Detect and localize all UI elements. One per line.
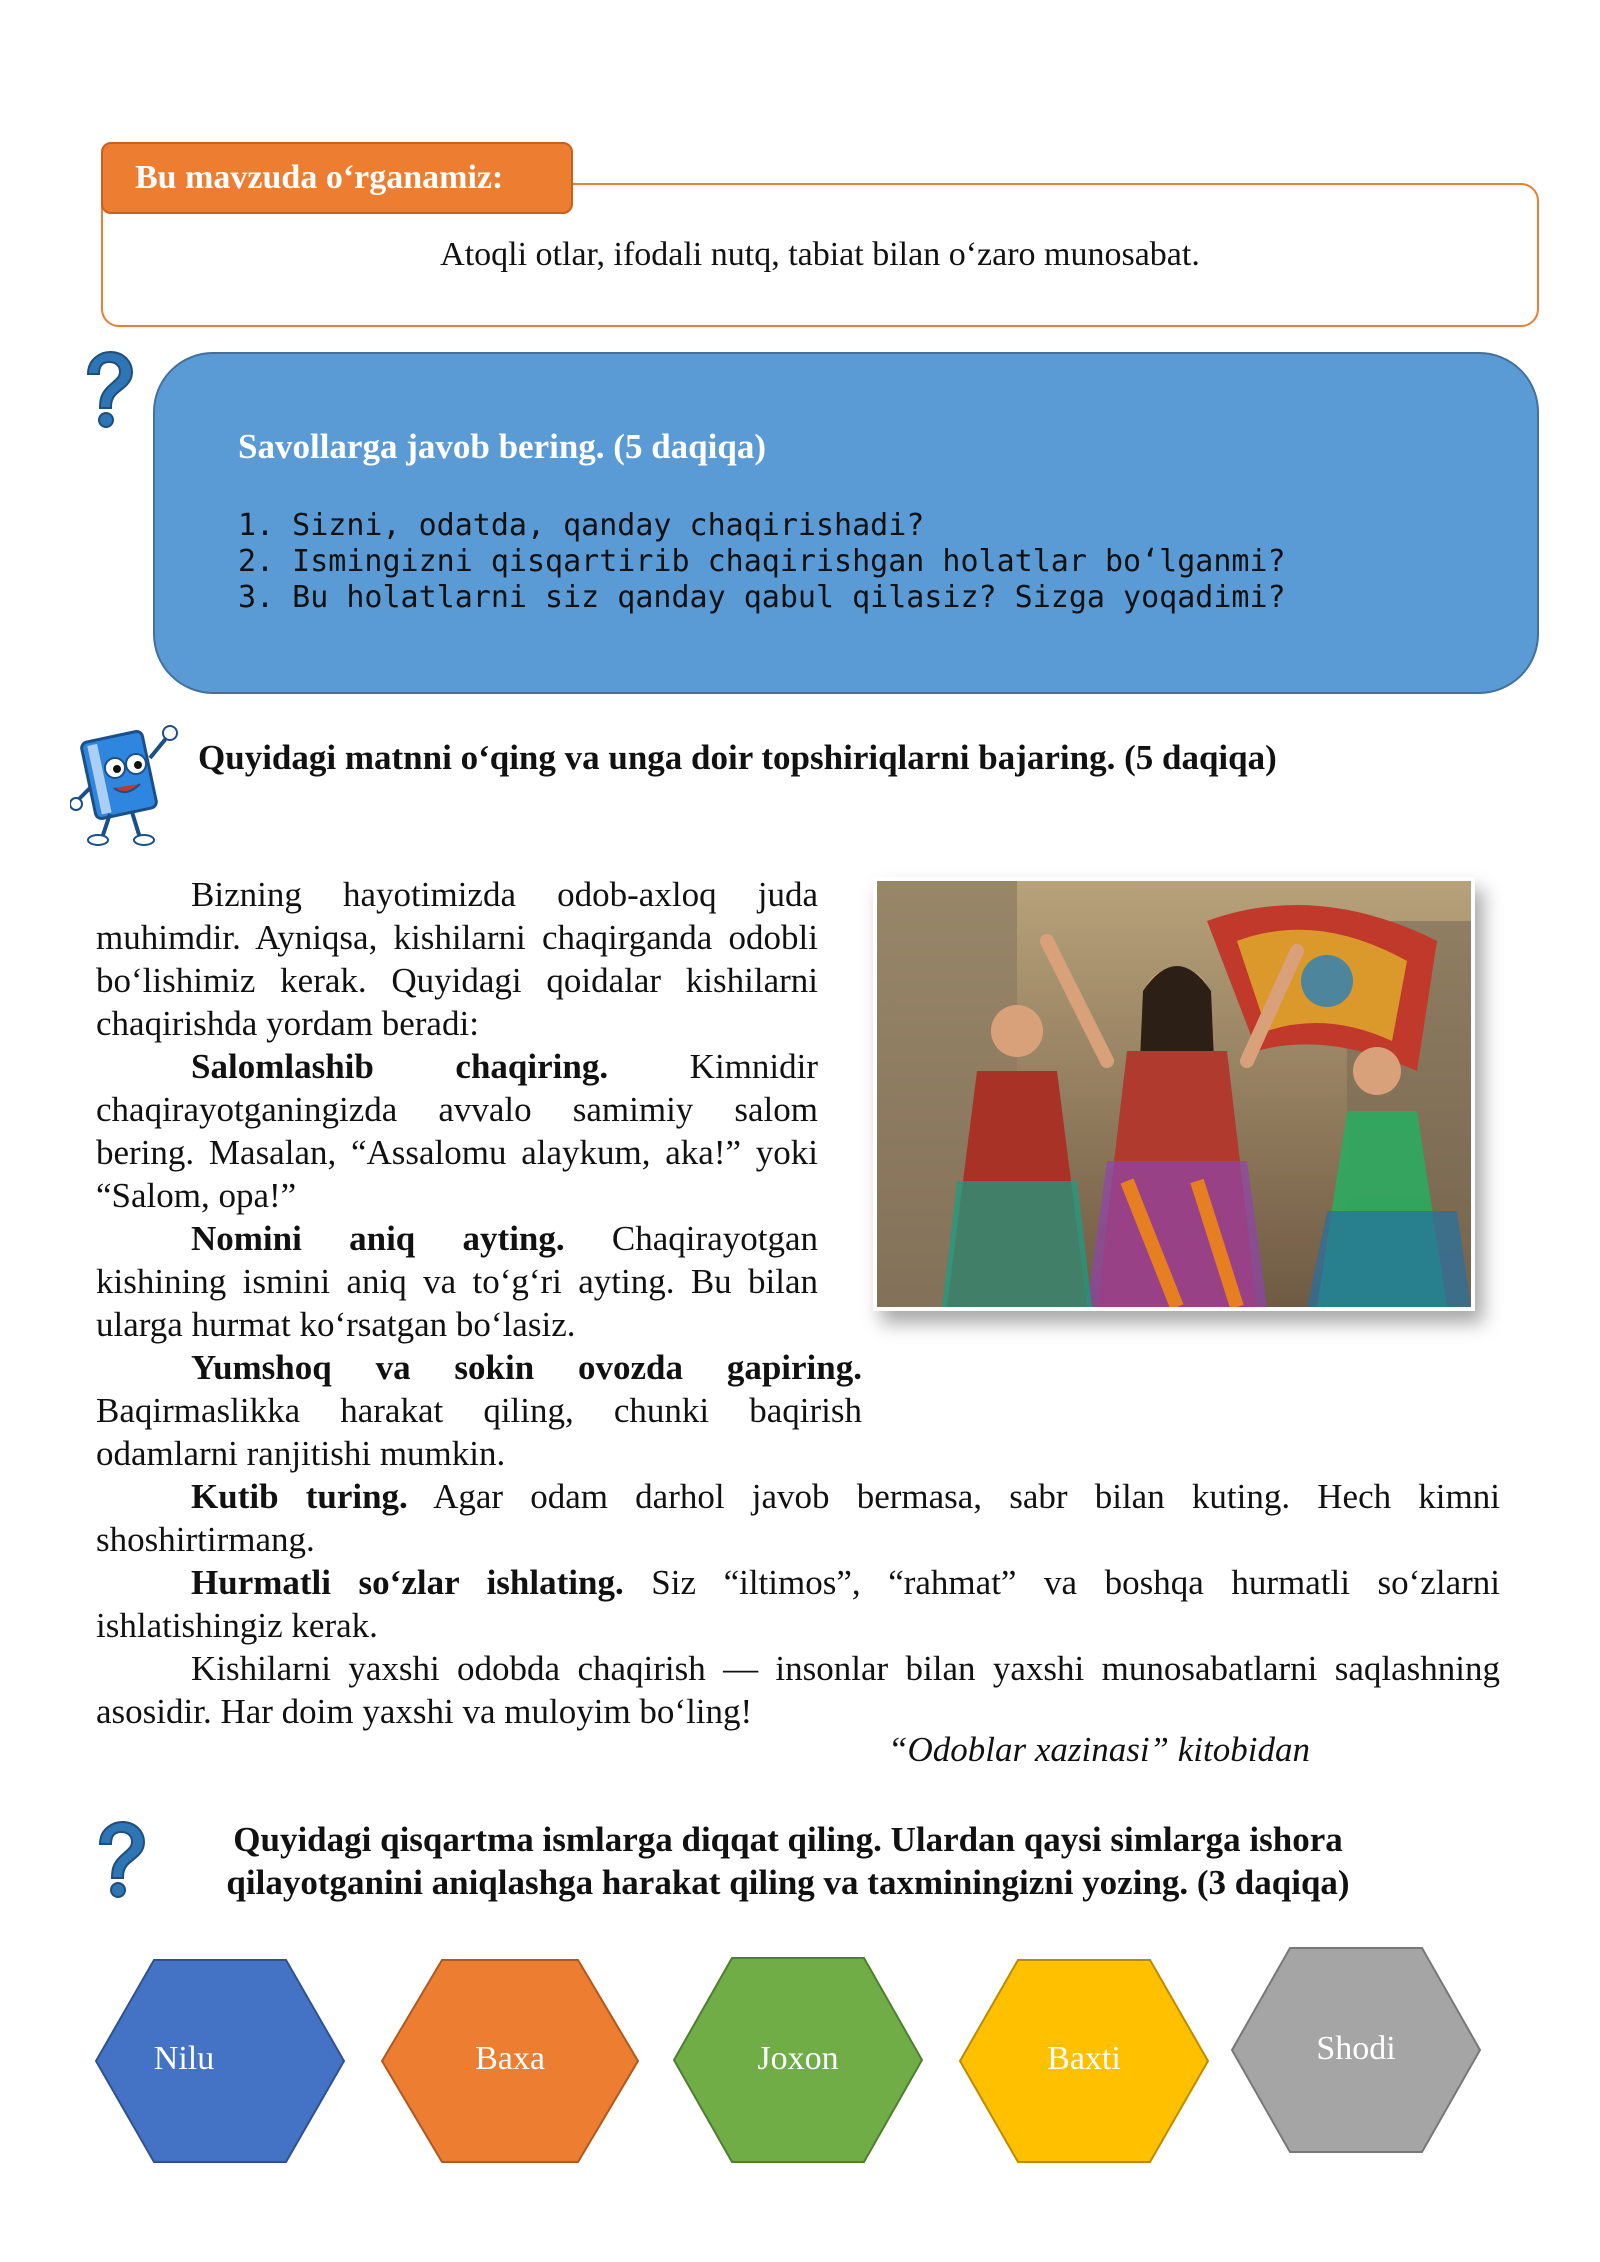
name-label-baxti: Baxti (1047, 2040, 1121, 2077)
topic-text: Atoqli otlar, ifodali nutq, tabiat bilan oʻzaro munosabat. (440, 236, 1200, 273)
reading-source: “Odoblar xazinasi” kitobidan (888, 1730, 1310, 1769)
rule-paragraph: Hurmatli soʻzlar ishlating. Siz “iltimos”, “rahmat” va boshqa hurmatli soʻzlarni ishlatishingiz kerak. (96, 1563, 1500, 1645)
dancers-photo (873, 877, 1475, 1311)
rule-paragraph: Salomlashib chaqiring. Kimnidir chaqirayotganingizda avvalo samimiy salom bering. Masalan, “Assalomu alaykum, aka!” yoki “Salom, opa!” (96, 1047, 818, 1215)
reading-intro: Bizning hayotimizda odob-axloq juda muhimdir. Ayniqsa, kishilarni chaqirganda odobli boʻlishimiz kerak. Quyidagi qoidalar kishilarni chaqirishda yordam beradi: (96, 875, 818, 1043)
name-label-baxa: Baxa (475, 2040, 545, 2077)
rule-title: Nomini aniq ayting. (191, 1219, 565, 1258)
topic-tab: Bu mavzuda oʻrganamiz: (101, 142, 573, 214)
reading-conclusion: Kishilarni yaxshi odobda chaqirish — insonlar bilan yaxshi munosabatlarni saqlashning asosidir. Har doim yaxshi va muloyim boʻling! (96, 1649, 1500, 1731)
rule-paragraph: Yumshoq va sokin ovozda gapiring. Baqirmaslikka harakat qiling, chunki baqirish odamlarni ranjitishi mumkin. (96, 1348, 862, 1473)
rule-paragraph: Nomini aniq ayting. Chaqirayotgan kishining ismini aniq va toʻgʻri ayting. Bu bilan ularga hurmat koʻrsatgan boʻlasiz. (96, 1219, 818, 1344)
question-item: 2. Ismingizni qisqartirib chaqirishgan holatlar boʻlganmi? (238, 544, 1286, 579)
question-mark-icon (88, 1820, 148, 1900)
question-item: 1. Sizni, odatda, qanday chaqirishadi? (238, 508, 925, 543)
questions-list (238, 508, 1286, 616)
questions-title: Savollarga javob bering. (5 daqiqa) (238, 427, 766, 466)
name-label-shodi: Shodi (1316, 2030, 1396, 2067)
question-item: 3. Bu holatlarni siz qanday qabul qilasiz? Sizga yoqadimi? (238, 580, 1286, 615)
book-mascot-icon (70, 718, 180, 848)
name-label-nilu: Nilu (153, 2040, 215, 2077)
rule-title: Salomlashib chaqiring. (191, 1047, 609, 1086)
rule-title: Yumshoq va sokin ovozda gapiring. (191, 1348, 862, 1387)
rule-title: Kutib turing. (191, 1477, 408, 1516)
reading-task-heading: Quyidagi matnni oʻqing va unga doir topshiriqlarni bajaring. (5 daqiqa) (198, 738, 1277, 777)
rule-title: Hurmatli soʻzlar ishlating. (191, 1563, 624, 1602)
rule-paragraph: Kutib turing. Agar odam darhol javob bermasa, sabr bilan kuting. Hech kimni shoshirtirmang. (96, 1477, 1500, 1559)
question-mark-icon (76, 350, 136, 430)
name-label-joxon: Joxon (757, 2040, 839, 2077)
names-task-heading: Quyidagi qisqartma ismlarga diqqat qiling. Ulardan qaysi simlarga ishora qilayotganini aniqlashga harakat qiling va taxminingizni yozing. (3 daqiqa) (226, 1820, 1350, 1902)
